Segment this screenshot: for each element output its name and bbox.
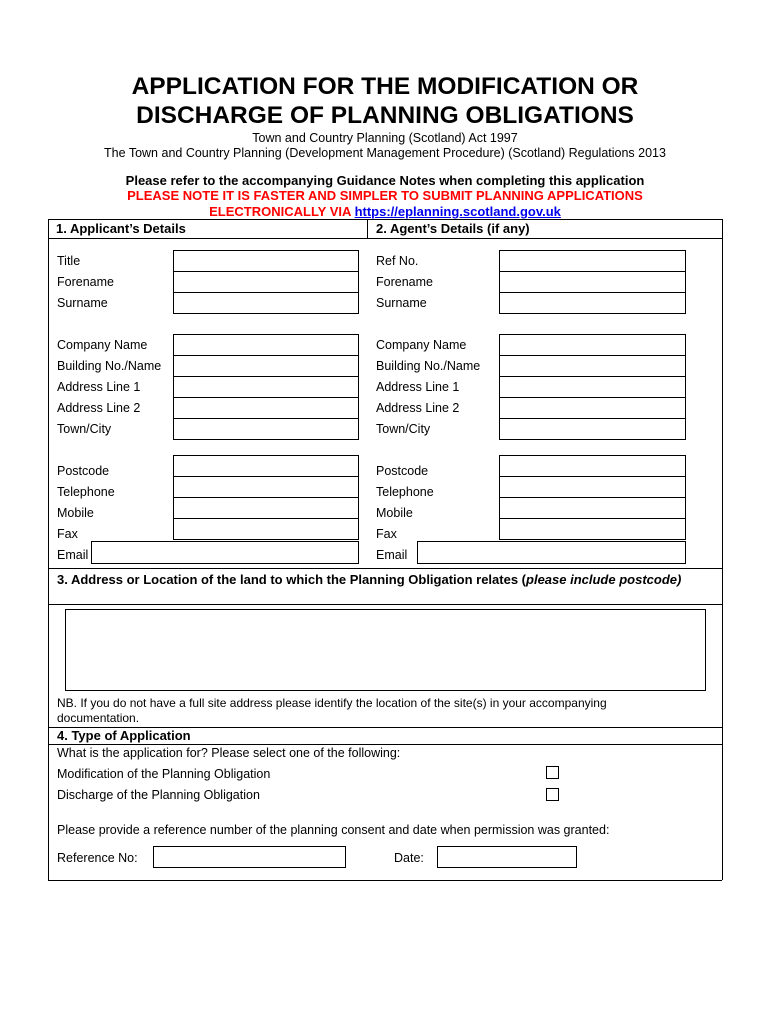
section3-heading-line (48, 604, 722, 605)
applicant-building-label: Building No./Name (57, 359, 162, 373)
regulations-subtitle: The Town and Country Planning (Development Management Procedure) (Scotland) Regulations 2013 (104, 146, 666, 160)
applicant-title-label: Title (57, 254, 81, 268)
discharge-option-label: Discharge of the Planning Obligation (57, 788, 260, 802)
agent-email-label: Email (376, 548, 408, 562)
agent-mobile-field[interactable] (499, 497, 686, 519)
agent-details-heading: 2. Agent’s Details (if any) (376, 221, 530, 236)
agent-ref-field[interactable] (499, 250, 686, 272)
date-label: Date: (394, 851, 424, 865)
agent-address2-field[interactable] (499, 397, 686, 419)
agent-town-field[interactable] (499, 418, 686, 440)
agent-town-label: Town/City (376, 422, 431, 436)
section4-heading: 4. Type of Application (57, 728, 191, 743)
applicant-title-field[interactable] (173, 250, 359, 272)
applicant-address2-label: Address Line 2 (57, 401, 141, 415)
agent-fax-label: Fax (376, 527, 397, 541)
agent-building-field[interactable] (499, 355, 686, 377)
modification-checkbox[interactable] (546, 766, 559, 779)
electronic-notice-text: ELECTRONICALLY VIA (209, 204, 351, 219)
eplanning-link[interactable]: https://eplanning.scotland.gov.uk (354, 204, 561, 219)
form-title-line-1: APPLICATION FOR THE MODIFICATION OR (131, 73, 639, 100)
applicant-company-label: Company Name (57, 338, 148, 352)
reference-prompt: Please provide a reference number of the planning consent and date when permission was granted: (57, 823, 610, 837)
applicant-forename-field[interactable] (173, 271, 359, 293)
application-type-question: What is the application for? Please select one of the following: (57, 746, 401, 760)
discharge-checkbox[interactable] (546, 788, 559, 801)
agent-address1-label: Address Line 1 (376, 380, 460, 394)
agent-postcode-field[interactable] (499, 455, 686, 477)
agent-building-label: Building No./Name (376, 359, 481, 373)
applicant-fax-field[interactable] (173, 518, 359, 540)
applicant-email-field[interactable] (91, 541, 359, 564)
agent-forename-label: Forename (376, 275, 433, 289)
applicant-telephone-label: Telephone (57, 485, 115, 499)
applicant-postcode-label: Postcode (57, 464, 110, 478)
applicant-surname-label: Surname (57, 296, 108, 310)
applicant-postcode-field[interactable] (173, 455, 359, 477)
agent-fax-field[interactable] (499, 518, 686, 540)
agent-ref-label: Ref No. (376, 254, 419, 268)
applicant-building-field[interactable] (173, 355, 359, 377)
act-subtitle: Town and Country Planning (Scotland) Act 1997 (252, 131, 518, 145)
form-title-line-2: DISCHARGE OF PLANNING OBLIGATIONS (136, 102, 634, 129)
electronic-notice-line-1: PLEASE NOTE IT IS FASTER AND SIMPLER TO SUBMIT PLANNING APPLICATIONS (127, 188, 643, 203)
applicant-email-label: Email (57, 548, 89, 562)
applicant-telephone-field[interactable] (173, 476, 359, 498)
reference-number-label: Reference No: (57, 851, 138, 865)
agent-forename-field[interactable] (499, 271, 686, 293)
frame-top-line (48, 219, 722, 220)
applicant-town-field[interactable] (173, 418, 359, 440)
applicant-address1-label: Address Line 1 (57, 380, 141, 394)
agent-address2-label: Address Line 2 (376, 401, 460, 415)
applicant-mobile-field[interactable] (173, 497, 359, 519)
agent-company-label: Company Name (376, 338, 467, 352)
frame-bottom-line (48, 880, 722, 881)
applicant-details-heading: 1. Applicant’s Details (56, 221, 186, 236)
section3-heading (57, 572, 716, 588)
date-field[interactable] (437, 846, 577, 868)
applicant-mobile-label: Mobile (57, 506, 94, 520)
heading-divider-line (367, 219, 368, 238)
frame-left-line (48, 219, 49, 880)
electronic-notice-line-2 (0, 203, 770, 220)
agent-address1-field[interactable] (499, 376, 686, 398)
section3-top-line (48, 568, 722, 569)
agent-company-field[interactable] (499, 334, 686, 356)
heading-row-line (48, 238, 722, 239)
reference-number-field[interactable] (153, 846, 346, 868)
applicant-forename-label: Forename (57, 275, 114, 289)
agent-postcode-label: Postcode (376, 464, 429, 478)
agent-telephone-label: Telephone (376, 485, 434, 499)
applicant-surname-field[interactable] (173, 292, 359, 314)
agent-surname-field[interactable] (499, 292, 686, 314)
guidance-note: Please refer to the accompanying Guidance Notes when completing this application (125, 173, 645, 188)
modification-option-label: Modification of the Planning Obligation (57, 767, 271, 781)
agent-surname-label: Surname (376, 296, 427, 310)
section3-heading-italic: please include postcode) (526, 572, 682, 587)
frame-right-line (722, 219, 723, 880)
agent-email-field[interactable] (417, 541, 686, 564)
site-address-note: NB. If you do not have a full site address please identify the location of the site(s) in your accompanying documentation. (57, 696, 607, 725)
applicant-fax-label: Fax (57, 527, 78, 541)
applicant-address1-field[interactable] (173, 376, 359, 398)
site-address-field[interactable] (65, 609, 706, 691)
section3-heading-text: 3. Address or Location of the land to which the Planning Obligation relates ( (57, 572, 527, 587)
agent-telephone-field[interactable] (499, 476, 686, 498)
applicant-address2-field[interactable] (173, 397, 359, 419)
agent-mobile-label: Mobile (376, 506, 413, 520)
applicant-company-field[interactable] (173, 334, 359, 356)
applicant-town-label: Town/City (57, 422, 112, 436)
